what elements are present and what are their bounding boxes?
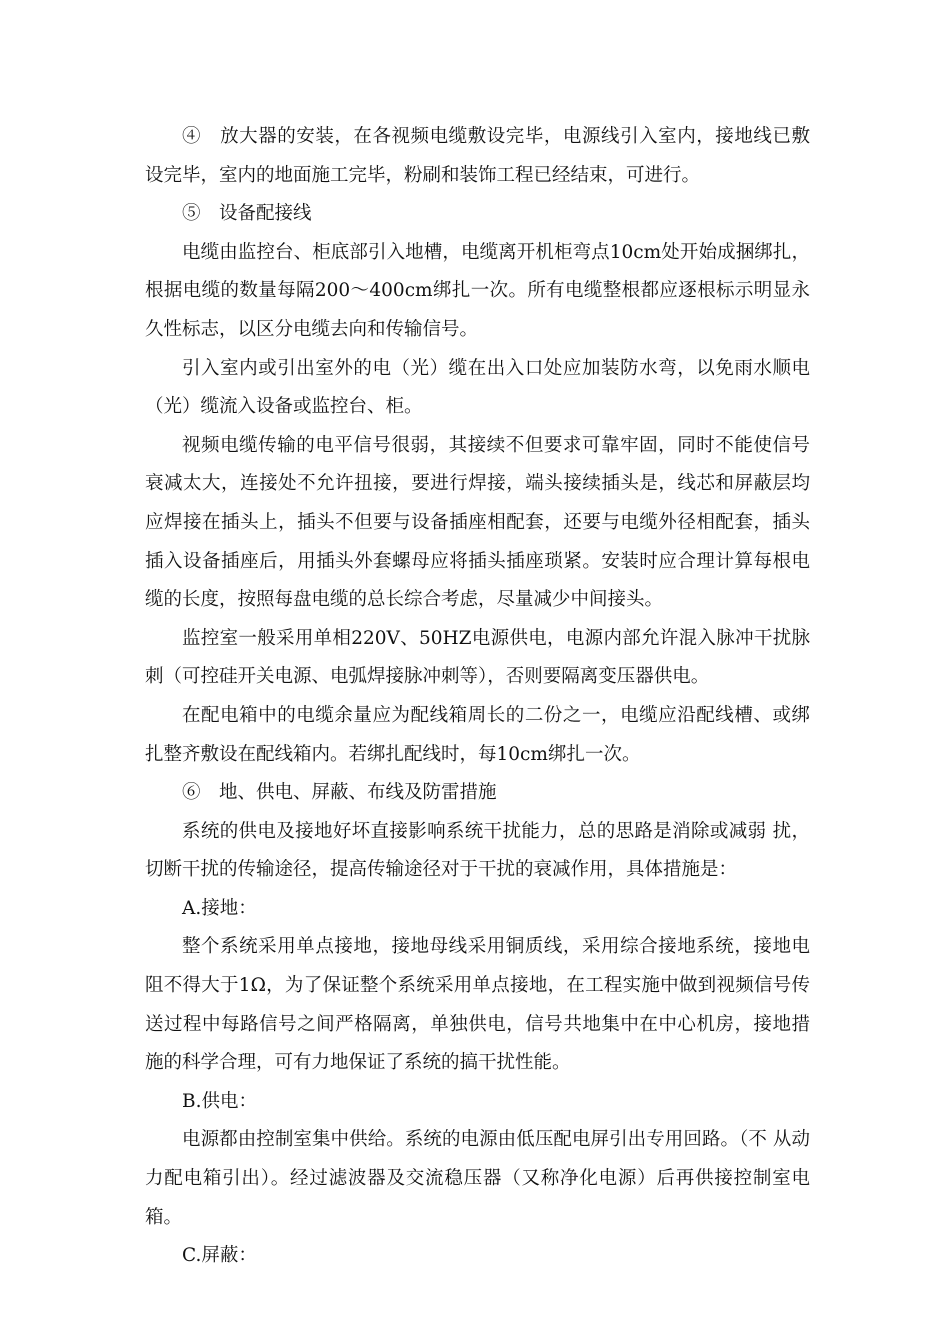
paragraph-single-point-grounding: 整个系统采用单点接地，接地母线采用铜质线，采用综合接地系统，接地电阻不得大于1Ω，为了保证整个系统采用单点接地，在工程实施中做到视频信号传送过程中每路信号之间严格隔离，单独供电，信号共地集中在中心机房，接地措施的科学合理，可有力地保证了系统的搞干扰性能。 (145, 936, 810, 1074)
heading-grounding-shielding: ⑥ 地、供电、屏蔽、布线及防雷措施 (182, 782, 497, 804)
paragraph-waterproof-bend: 引入室内或引出室外的电（光）缆在出入口处应加装防水弯，以免雨水顺电（光）缆流入设备或监控台、柜。 (145, 357, 810, 418)
paragraph-amplifier-installation: ④ 放大器的安装，在各视频电缆敷设完毕，电源线引入室内，接地线已敷设完毕，室内的地面施工完毕，粉刷和装饰工程已经结束，可进行。 (145, 126, 810, 186)
document-body (145, 118, 810, 1276)
paragraph-centralized-power: 电源都由控制室集中供给。系统的电源由低压配电屏引出专用回路。（不 从动力配电箱引出）。经过滤波器及交流稳压器（又称净化电源）后再供接控制室电箱。 (145, 1129, 810, 1228)
paragraph-interference-measures: 系统的供电及接地好坏直接影响系统干扰能力，总的思路是消除或减弱 扰，切断干扰的传输途径，提高传输途径对于干扰的衰减作用，具体措施是： (145, 820, 810, 881)
heading-shielding: C.屏蔽： (182, 1245, 257, 1267)
paragraph-cable-binding: 电缆由监控台、柜底部引入地槽，电缆离开机柜弯点10cm处开始成捆绑扎，根据电缆的数量每隔200～400cm绑扎一次。所有电缆整根都应逐根标示明显永久性标志，以区分电缆去向和传输信号。 (145, 241, 810, 340)
heading-grounding: A.接地： (182, 897, 257, 919)
heading-equipment-wiring: ⑤ 设备配接线 (182, 203, 312, 225)
paragraph-monitor-room-power: 监控室一般采用单相220V、50HZ电源供电，电源内部允许混入脉冲干扰脉刺（可控硅开关电源、电弧焊接脉冲刺等），否则要隔离变压器供电。 (145, 627, 810, 688)
paragraph-distribution-box-cable: 在配电箱中的电缆余量应为配线箱周长的二份之一，电缆应沿配线槽、或绑扎整齐敷设在配线箱内。若绑扎配线时，每10cm绑扎一次。 (145, 704, 810, 765)
heading-power-supply: B.供电： (182, 1090, 257, 1112)
paragraph-video-cable-connection: 视频电缆传输的电平信号很弱，其接续不但要求可靠牢固，同时不能使信号衰减太大，连接处不允许扭接，要进行焊接，端头接续插头是，线芯和屏蔽层均应焊接在插头上，插头不但要与设备插座相配套，还要与电缆外径相配套，插头插入设备插座后，用插头外套螺母应将插头插座琐紧。安装时应合理计算每根电缆的长度，按照每盘电缆的总长综合考虑，尽量减少中间接头。 (145, 434, 810, 611)
